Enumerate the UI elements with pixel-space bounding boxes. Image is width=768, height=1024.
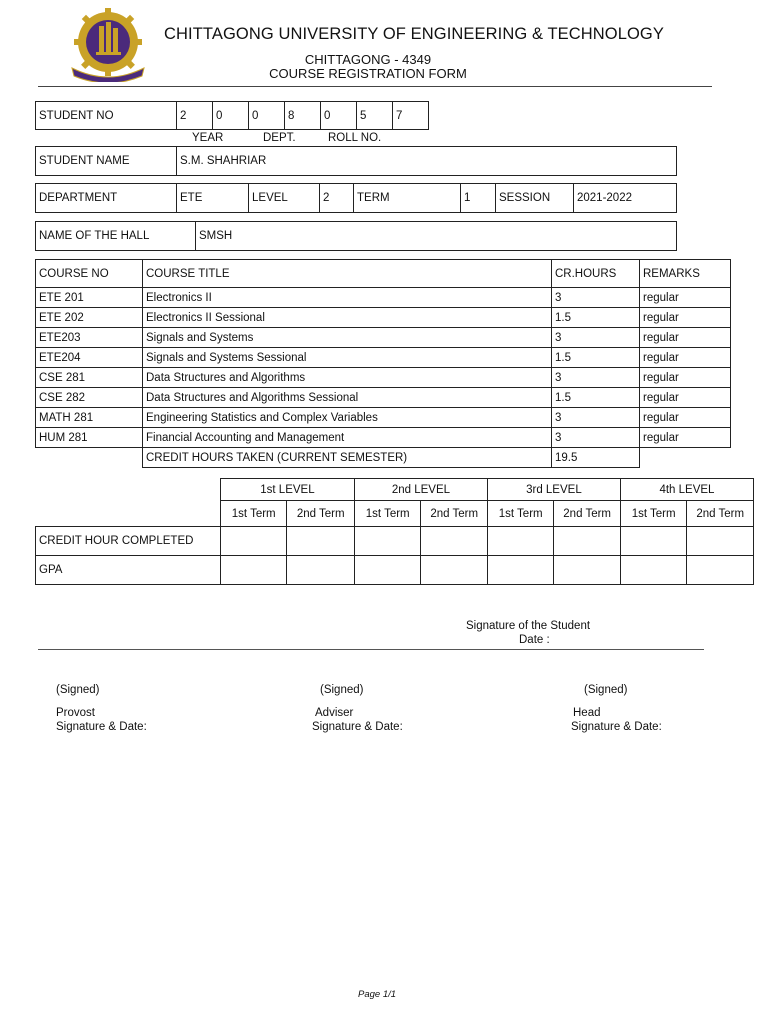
course-no: MATH 281	[36, 408, 143, 428]
term-header: 1st Term	[487, 501, 553, 527]
student-name-label: STUDENT NAME	[36, 147, 177, 176]
course-title: Engineering Statistics and Complex Variables	[143, 408, 552, 428]
empty-cell	[220, 527, 286, 556]
empty-cell	[487, 556, 553, 585]
term-header: 1st Term	[354, 501, 420, 527]
university-name: CHITTAGONG UNIVERSITY OF ENGINEERING & TECHNOLOGY	[164, 25, 664, 43]
legend-dept: DEPT.	[263, 132, 296, 144]
adviser-sig-date: Signature & Date:	[312, 721, 403, 733]
student-no-digit: 5	[357, 102, 393, 130]
empty-cell	[287, 527, 355, 556]
course-title: Financial Accounting and Management	[143, 428, 552, 448]
provost-title: Provost	[56, 707, 95, 719]
empty-cell	[354, 556, 420, 585]
course-hours: 1.5	[552, 348, 640, 368]
col-header-remarks: REMARKS	[640, 260, 731, 288]
header-divider	[38, 86, 712, 87]
course-hours: 3	[552, 408, 640, 428]
empty-cell	[354, 527, 420, 556]
term-label: TERM	[354, 184, 461, 213]
course-title: Signals and Systems	[143, 328, 552, 348]
empty-cell	[687, 556, 754, 585]
student-no-table	[35, 101, 429, 130]
student-no-digit: 7	[393, 102, 429, 130]
student-no-digit: 8	[285, 102, 321, 130]
empty-cell	[220, 556, 286, 585]
total-label: CREDIT HOURS TAKEN (CURRENT SEMESTER)	[143, 448, 552, 468]
course-remarks: regular	[640, 408, 731, 428]
form-title: COURSE REGISTRATION FORM	[269, 66, 467, 81]
course-no: ETE 202	[36, 308, 143, 328]
table-row	[36, 328, 731, 348]
session-label: SESSION	[496, 184, 574, 213]
signature-line	[38, 649, 704, 650]
table-row	[36, 308, 731, 328]
empty-cell	[487, 527, 553, 556]
adviser-signed: (Signed)	[320, 684, 364, 696]
gpa-label: GPA	[36, 556, 221, 585]
total-spacer	[640, 448, 731, 468]
total-spacer	[36, 448, 143, 468]
term-header: 1st Term	[220, 501, 286, 527]
col-header-course-title: COURSE TITLE	[143, 260, 552, 288]
course-remarks: regular	[640, 348, 731, 368]
course-no: ETE203	[36, 328, 143, 348]
university-logo	[66, 8, 150, 82]
empty-cell	[687, 527, 754, 556]
head-sig-date: Signature & Date:	[571, 721, 662, 733]
student-no-digit: 0	[321, 102, 357, 130]
page-number: Page 1/1	[358, 989, 397, 1000]
empty-cell	[287, 556, 355, 585]
table-row	[36, 348, 731, 368]
department-table	[35, 183, 677, 213]
course-title: Data Structures and Algorithms Sessional	[143, 388, 552, 408]
course-title: Signals and Systems Sessional	[143, 348, 552, 368]
empty-cell	[554, 556, 620, 585]
hall-value: SMSH	[196, 222, 677, 251]
empty-cell	[620, 556, 686, 585]
student-date-label: Date :	[519, 634, 550, 646]
course-hours: 3	[552, 328, 640, 348]
course-hours: 1.5	[552, 308, 640, 328]
course-remarks: regular	[640, 428, 731, 448]
level-header-2: 2nd LEVEL	[354, 479, 487, 501]
level-header-4: 4th LEVEL	[620, 479, 753, 501]
term-value: 1	[461, 184, 496, 213]
term-header: 2nd Term	[554, 501, 620, 527]
adviser-title: Adviser	[315, 707, 354, 719]
hall-label: NAME OF THE HALL	[36, 222, 196, 251]
progress-corner	[36, 479, 221, 501]
empty-cell	[421, 527, 487, 556]
empty-cell	[554, 527, 620, 556]
level-label: LEVEL	[249, 184, 320, 213]
provost-signed: (Signed)	[56, 684, 100, 696]
head-title: Head	[573, 707, 601, 719]
table-row	[36, 368, 731, 388]
hall-table	[35, 221, 677, 251]
course-remarks: regular	[640, 328, 731, 348]
student-signature-label: Signature of the Student	[466, 620, 591, 632]
table-row	[36, 388, 731, 408]
department-label: DEPARTMENT	[36, 184, 177, 213]
term-header: 2nd Term	[687, 501, 754, 527]
term-header: 2nd Term	[287, 501, 355, 527]
student-no-digit: 0	[249, 102, 285, 130]
courses-table	[35, 259, 731, 468]
course-no: ETE204	[36, 348, 143, 368]
course-remarks: regular	[640, 288, 731, 308]
course-no: CSE 281	[36, 368, 143, 388]
department-value: ETE	[177, 184, 249, 213]
course-hours: 1.5	[552, 388, 640, 408]
table-row	[36, 408, 731, 428]
total-hours: 19.5	[552, 448, 640, 468]
student-name-table	[35, 146, 677, 176]
course-remarks: regular	[640, 368, 731, 388]
legend-roll: ROLL NO.	[328, 132, 382, 144]
course-hours: 3	[552, 288, 640, 308]
course-title: Electronics II	[143, 288, 552, 308]
level-value: 2	[320, 184, 354, 213]
provost-sig-date: Signature & Date:	[56, 721, 147, 733]
term-header: 1st Term	[620, 501, 686, 527]
credit-completed-label: CREDIT HOUR COMPLETED	[36, 527, 221, 556]
level-header-1: 1st LEVEL	[220, 479, 354, 501]
level-header-3: 3rd LEVEL	[487, 479, 620, 501]
student-no-digit: 2	[177, 102, 213, 130]
table-row	[36, 527, 754, 556]
student-no-label: STUDENT NO	[36, 102, 177, 130]
col-header-cr-hours: CR.HOURS	[552, 260, 640, 288]
session-value: 2021-2022	[574, 184, 677, 213]
table-row	[36, 288, 731, 308]
course-no: HUM 281	[36, 428, 143, 448]
table-row	[36, 428, 731, 448]
student-no-digit: 0	[213, 102, 249, 130]
head-signed: (Signed)	[584, 684, 628, 696]
course-no: CSE 282	[36, 388, 143, 408]
table-row	[36, 556, 754, 585]
course-hours: 3	[552, 428, 640, 448]
progress-corner	[36, 501, 221, 527]
course-title: Electronics II Sessional	[143, 308, 552, 328]
city-line: CHITTAGONG - 4349	[304, 52, 432, 67]
course-remarks: regular	[640, 388, 731, 408]
term-header: 2nd Term	[421, 501, 487, 527]
total-row	[36, 448, 731, 468]
course-hours: 3	[552, 368, 640, 388]
empty-cell	[421, 556, 487, 585]
legend-year: YEAR	[192, 132, 224, 144]
course-remarks: regular	[640, 308, 731, 328]
col-header-course-no: COURSE NO	[36, 260, 143, 288]
course-title: Data Structures and Algorithms	[143, 368, 552, 388]
student-name-value: S.M. SHAHRIAR	[177, 147, 677, 176]
empty-cell	[620, 527, 686, 556]
course-no: ETE 201	[36, 288, 143, 308]
progress-table	[35, 478, 754, 585]
